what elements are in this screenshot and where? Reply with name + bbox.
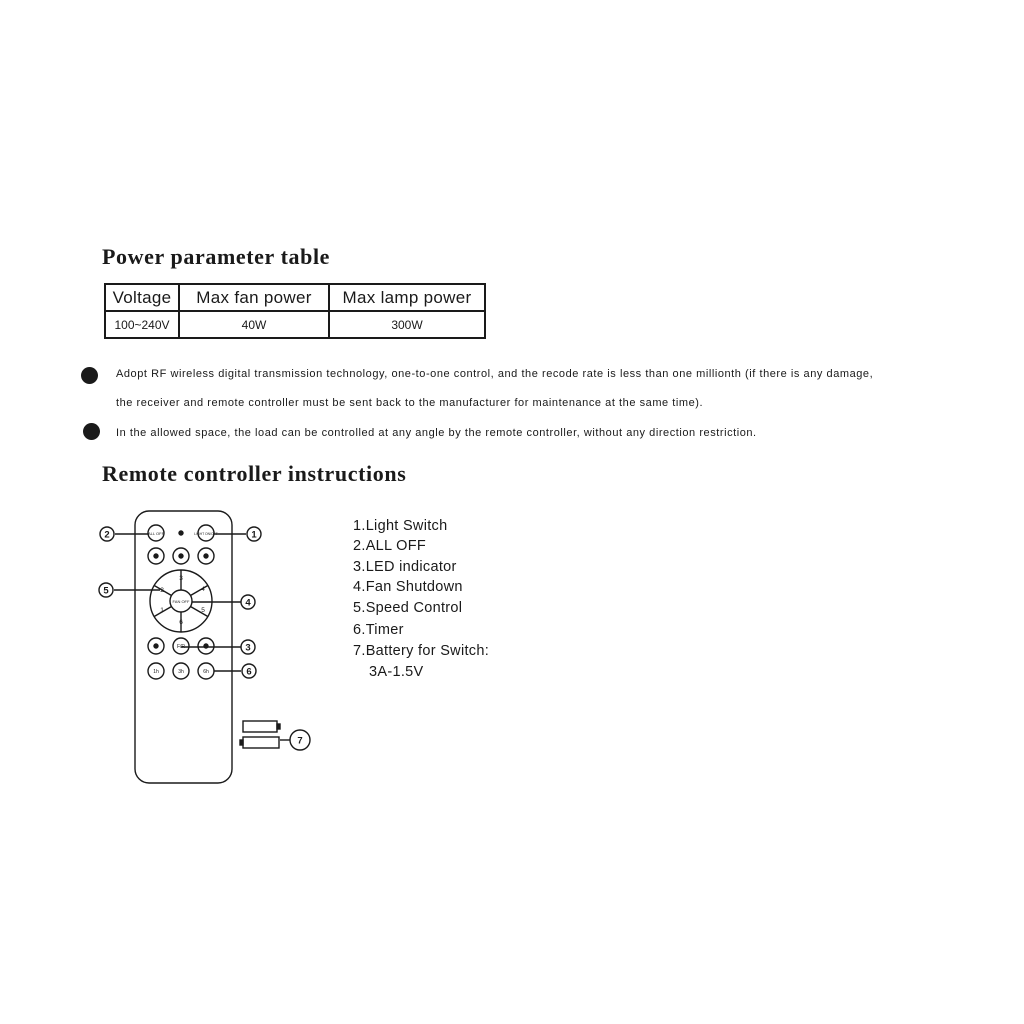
remote-instructions-list xyxy=(353,516,489,682)
timer-1h-label: 1h xyxy=(153,669,159,675)
speed-6-label: 6 xyxy=(179,619,183,626)
note-2: In the allowed space, the load can be controlled at any angle by the remote controller, without any direction restriction. xyxy=(116,427,757,439)
speed-1-label: 1 xyxy=(160,607,164,614)
table-row xyxy=(105,311,485,338)
dot-icon xyxy=(179,554,183,558)
list-item: 3A-1.5V xyxy=(369,663,424,680)
speed-2-label: 2 xyxy=(160,587,164,594)
remote-controller-diagram xyxy=(90,505,330,795)
callout-6-label: 6 xyxy=(246,666,252,678)
led-indicator xyxy=(179,531,183,535)
cell-fan-power: 40W xyxy=(179,311,329,338)
header-max-lamp-power: Max lamp power xyxy=(329,284,485,311)
header-max-fan-power: Max fan power xyxy=(179,284,329,311)
bullet-icon xyxy=(81,367,98,384)
note-1-line-2: the receiver and remote controller must be sent back to the manufacturer for maintenance at the same time). xyxy=(116,397,704,409)
cell-voltage: 100~240V xyxy=(105,311,179,338)
note-1-line-1: Adopt RF wireless digital transmission technology, one-to-one control, and the recode rate is less than one millionth (if there is any damage, xyxy=(116,368,874,380)
speed-5-label: 5 xyxy=(201,607,205,614)
callout-2-label: 2 xyxy=(104,529,110,541)
speed-3-label: 3 xyxy=(179,575,183,582)
list-item: 5.Speed Control xyxy=(353,599,463,616)
power-parameter-table xyxy=(104,283,486,339)
table-header-row xyxy=(105,284,485,311)
callout-7-label: 7 xyxy=(297,735,303,747)
dot-icon xyxy=(154,554,158,558)
cell-lamp-power: 300W xyxy=(329,311,485,338)
bullet-icon xyxy=(83,423,100,440)
list-item: 1.Light Switch xyxy=(353,518,448,534)
list-item: 4.Fan Shutdown xyxy=(353,579,463,596)
dot-icon xyxy=(204,554,208,558)
timer-3h-label: 3h xyxy=(178,669,184,675)
timer-6h-label: 6h xyxy=(203,669,209,675)
fan-off-label: FAN OFF xyxy=(172,599,190,604)
battery-icon xyxy=(240,721,280,748)
list-item: 2.ALL OFF xyxy=(353,538,427,555)
power-table-title: Power parameter table xyxy=(102,244,331,269)
speed-4-label: 4 xyxy=(201,586,205,593)
header-voltage: Voltage xyxy=(105,284,179,311)
callout-leaders xyxy=(114,534,290,740)
dot-icon xyxy=(154,644,158,648)
fr-label: F/R xyxy=(176,644,186,650)
callout-5-label: 5 xyxy=(103,585,109,597)
remote-instructions-title: Remote controller instructions xyxy=(102,461,407,486)
callout-3-label: 3 xyxy=(245,642,251,654)
all-off-label: ALL OFF xyxy=(147,531,165,536)
list-item: 3.LED indicator xyxy=(353,558,457,575)
list-item: 7.Battery for Switch: xyxy=(353,643,490,660)
list-item: 6.Timer xyxy=(353,622,404,639)
light-switch-label: LIGHT ON/OFF xyxy=(194,532,218,536)
callout-4-label: 4 xyxy=(245,597,251,609)
callout-1-label: 1 xyxy=(251,529,257,541)
